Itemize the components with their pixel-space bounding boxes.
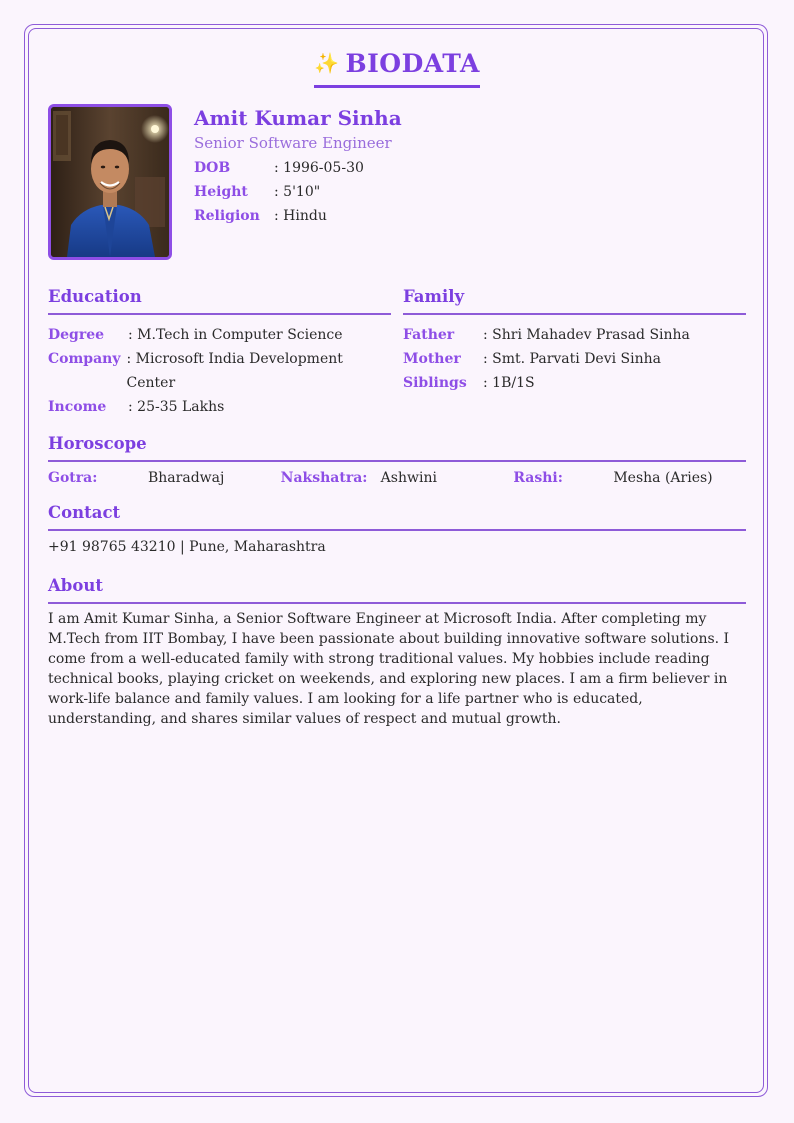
horoscope-value: Ashwini [380,470,437,486]
education-label: Income [48,399,107,415]
education-value: : Microsoft India Development Center [126,351,343,391]
detail-row-height [194,180,402,204]
family-section [403,286,746,419]
horoscope-item-rashi [513,466,746,490]
detail-label: Religion [194,208,260,224]
job-title: Senior Software Engineer [194,134,392,152]
about-section [48,575,746,729]
family-label: Siblings [403,375,467,391]
page-title-text: BIODATA [345,49,480,78]
detail-label: Height [194,184,248,200]
education-section [48,286,391,419]
sparkles-icon: ✨ [314,51,340,75]
education-value: : M.Tech in Computer Science [128,327,343,343]
detail-value: : 5'10" [274,184,321,200]
portrait-illustration [51,107,169,257]
family-label: Mother [403,351,461,367]
profile-section [48,104,746,264]
education-value: : 25-35 Lakhs [128,399,225,415]
horoscope-item-gotra [48,466,281,490]
detail-label: DOB [194,160,231,176]
family-row-mother [403,347,746,371]
profile-photo [48,104,172,260]
detail-value: : Hindu [274,208,327,224]
horoscope-heading: Horoscope [48,433,746,462]
family-label: Father [403,327,455,343]
education-label: Degree [48,327,105,343]
detail-row-dob [194,156,402,180]
title-wrap [48,46,746,90]
family-row-siblings [403,371,746,395]
horoscope-item-nakshatra [281,466,514,490]
family-value: : 1B/1S [483,375,535,391]
biodata-document [48,46,746,729]
education-row-degree [48,323,391,347]
horoscope-label: Rashi: [513,470,563,486]
education-row-income [48,395,391,419]
horoscope-section [48,433,746,490]
family-value: : Smt. Parvati Devi Sinha [483,351,661,367]
about-heading: About [48,575,746,604]
horoscope-row [48,466,746,490]
profile-info [194,104,402,264]
education-row-company [48,347,391,395]
horoscope-value: Bharadwaj [148,470,225,486]
family-heading: Family [403,286,746,315]
education-label: Company [48,351,121,367]
horoscope-label: Gotra: [48,470,98,486]
about-text: I am Amit Kumar Sinha, a Senior Software Engineer at Microsoft India. After completing my M.Tech from IIT Bombay, I have been passionate about building innovative software solutions. I come from a well-educated family with strong traditional values. My hobbies include reading technical books, playing cricket on weekends, and exploring new places. I am a firm believer in work-life balance and family values. I am looking for a life partner who is educated, understanding, and shares similar values of respect and mutual growth. [48,611,730,727]
education-heading: Education [48,286,391,315]
detail-row-religion [194,204,402,228]
contact-section [48,502,746,559]
horoscope-value: Mesha (Aries) [613,470,713,486]
page-title [314,46,480,88]
detail-value: : 1996-05-30 [274,160,364,176]
horoscope-label: Nakshatra: [280,470,368,486]
family-value: : Shri Mahadev Prasad Sinha [483,327,690,343]
contact-text: +91 98765 43210 | Pune, Maharashtra [48,539,326,555]
person-name: Amit Kumar Sinha [194,106,402,130]
contact-heading: Contact [48,502,746,531]
family-row-father [403,323,746,347]
education-family-row [48,286,746,419]
